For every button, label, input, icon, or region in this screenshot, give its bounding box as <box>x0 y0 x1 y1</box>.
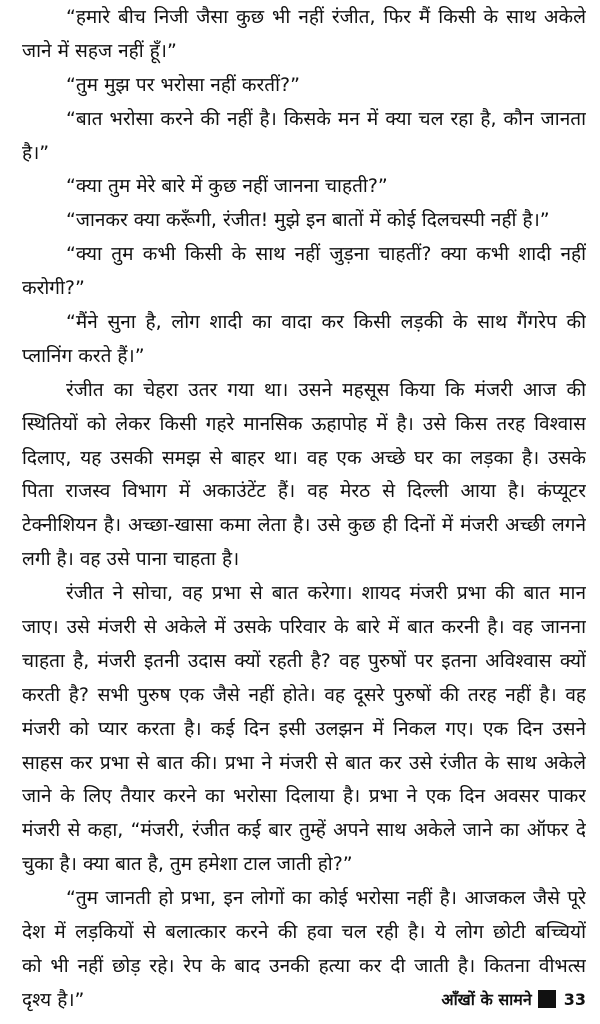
text-line: “तुम जानती हो प्रभा, इन लोगों का कोई भरोसा नहीं है। आजकल जैसे पूरे <box>66 887 586 910</box>
separator-block <box>538 990 556 1008</box>
text-line: “बात भरोसा करने की नहीं है। किसके मन में क्या चल रहा है, कौन जानता <box>66 107 586 130</box>
paragraph <box>22 374 586 577</box>
text-line: “जानकर क्या करूँगी, रंजीत! मुझे इन बातों में कोई दिलचस्पी नहीं है।” <box>66 209 550 232</box>
page-body <box>22 1 586 1018</box>
text-line: लगी है। वह उसे पाना चाहता है। <box>22 548 240 571</box>
text-line: मंजरी को प्यार करता है। कई दिन इसी उलझन में निकल गए। एक दिन उसने <box>22 717 586 740</box>
text-line: करती है? सभी पुरुष एक जैसे नहीं होते। वह दूसरे पुरुषों की तरह नहीं है। वह <box>22 683 586 706</box>
text-line: “क्या तुम मेरे बारे में कुछ नहीं जानना चाहती?” <box>66 175 388 198</box>
page-number: 33 <box>563 989 586 1009</box>
text-line: “क्या तुम कभी किसी के साथ नहीं जुड़ना चाहतीं? क्या कभी शादी नहीं <box>66 243 586 266</box>
text-line: देश में लड़कियों से बलात्कार करने की हवा चल रही है। ये लोग छोटी बच्चियों <box>22 921 586 944</box>
text-line: प्लानिंग करते हैं।” <box>22 344 145 367</box>
text-line: जाने के लिए तैयार करने का भरोसा दिलाया है। प्रभा ने एक दिन अवसर पाकर <box>22 785 586 808</box>
paragraph <box>22 170 586 204</box>
text-line: जाने में सहज नहीं हूँ।” <box>22 39 177 62</box>
text-line: स्थितियों को लेकर किसी गहरे मानसिक ऊहापोह में है। उसे किस तरह विश्वास <box>22 412 586 435</box>
text-line: रंजीत का चेहरा उतर गया था। उसने महसूस किया कि मंजरी आज की <box>66 378 586 401</box>
text-line: “मैंने सुना है, लोग शादी का वादा कर किसी लड़की के साथ गैंगरेप की <box>66 311 586 334</box>
paragraph <box>22 306 586 374</box>
text-line: चाहता है, मंजरी इतनी उदास क्यों रहती है? वह पुरुषों पर इतना अविश्वास क्यों <box>22 649 586 672</box>
text-line: करोगी?” <box>22 277 85 300</box>
text-line: “हमारे बीच निजी जैसा कुछ भी नहीं रंजीत, फिर मैं किसी के साथ अकेले <box>66 6 586 28</box>
text-line: “तुम मुझ पर भरोसा नहीं करतीं?” <box>66 73 300 96</box>
text-line: साहस कर प्रभा से बात की। प्रभा ने मंजरी से बात कर उसे रंजीत के साथ अकेले <box>22 751 586 774</box>
text-line: टेक्नीशियन है। अच्छा-खासा कमा लेता है। उसे कुछ ही दिनों में मंजरी अच्छी लगने <box>22 514 586 537</box>
paragraph <box>22 103 586 171</box>
text-line: को भी नहीं छोड़ रहे। रेप के बाद उनकी हत्या कर दी जाती है। कितना वीभत्स <box>22 954 586 977</box>
paragraph <box>22 69 586 103</box>
paragraph <box>22 238 586 306</box>
text-line: मंजरी से कहा, “मंजरी, रंजीत कई बार तुम्हें अपने साथ अकेले जाने का ऑफर दे <box>22 819 586 842</box>
paragraph <box>22 204 586 238</box>
text-line: चुका है। क्या बात है, तुम हमेशा टाल जाती हो?” <box>22 853 353 876</box>
paragraph <box>22 577 586 882</box>
text-line: दृश्य है।” <box>22 988 85 1011</box>
book-title: आँखों के सामने <box>441 990 532 1009</box>
text-line: पिता राजस्व विभाग में अकाउंटेंट हैं। वह मेरठ से दिल्ली आया है। कंप्यूटर <box>22 480 586 503</box>
text-line: जाए। उसे मंजरी से अकेले में उसके परिवार के बारे में बात करनी है। वह जानना <box>22 616 586 639</box>
text-line: है।” <box>22 141 50 164</box>
text-line: दिलाए, यह उसकी समझ से बाहर था। वह एक अच्छे घर का लड़का है। उसके <box>22 446 586 469</box>
text-line: रंजीत ने सोचा, वह प्रभा से बात करेगा। शायद मंजरी प्रभा की बात मान <box>66 582 586 605</box>
paragraph <box>22 1 586 69</box>
page-footer <box>441 988 586 1010</box>
